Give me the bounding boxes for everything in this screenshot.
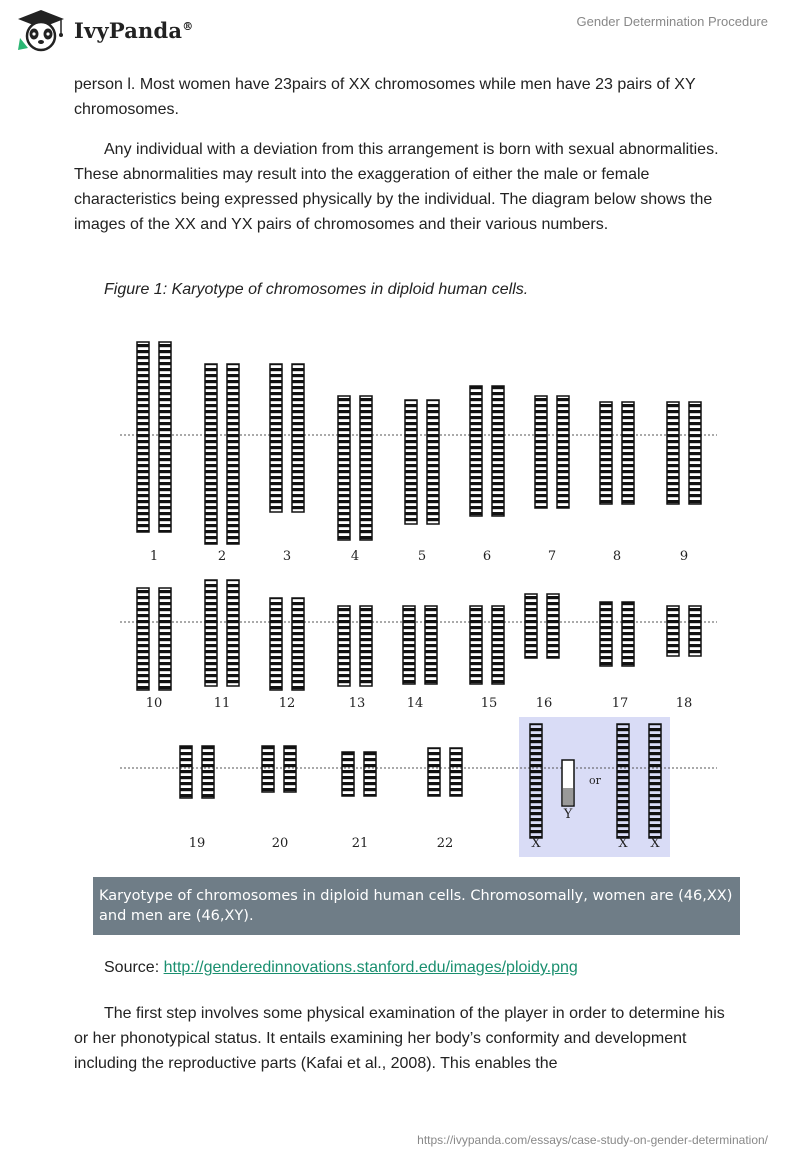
sex-label-x: X <box>531 836 541 851</box>
row-2-labels <box>146 696 693 711</box>
figure-caption: Figure 1: Karyotype of chromosomes in diploid human cells. <box>104 281 529 298</box>
footer-url[interactable]: https://ivypanda.com/essays/case-study-on-gender-determination/ <box>417 1133 768 1147</box>
brand-reg-mark: ® <box>182 19 194 33</box>
chromosome-label: 17 <box>611 696 629 711</box>
panda-graduate-icon <box>14 8 68 52</box>
row-2-chromosomes <box>137 580 701 690</box>
source-line <box>104 959 578 977</box>
chromosome-label: 13 <box>348 696 366 711</box>
chromosome-label: 21 <box>351 836 369 851</box>
chromosome-label: 19 <box>188 836 206 851</box>
chromosome-label: 15 <box>480 696 498 711</box>
sex-label-x2: X <box>650 836 660 851</box>
row-3-labels <box>189 836 454 851</box>
page-header <box>0 0 800 60</box>
chromosome-label: 14 <box>406 696 424 711</box>
chromosome-label: 5 <box>417 549 427 564</box>
chromosome-label: 12 <box>278 696 296 711</box>
chromosome-label: 8 <box>612 549 622 564</box>
chromosome-label: 10 <box>145 696 163 711</box>
chromosome-label: 11 <box>213 696 231 711</box>
sex-label-y: Y <box>563 807 573 822</box>
sex-label-or: or <box>589 774 601 787</box>
source-link[interactable]: http://genderedinnovations.stanford.edu/images/ploidy.png <box>163 959 578 976</box>
chromosome-label: 1 <box>149 549 159 564</box>
sex-label-x1: X <box>618 836 628 851</box>
chromosome-label: 16 <box>535 696 553 711</box>
chromosome-label: 4 <box>350 549 360 564</box>
paragraph-1: person l. Most women have 23pairs of XX chromosomes while men have 23 pairs of XY chromosomes. <box>74 76 696 118</box>
chromosome-label: 7 <box>547 549 557 564</box>
paragraph-2: Any individual with a deviation from this arrangement is born with sexual abnormalities. These abnormalities may result into the exaggeration of either the male or female characteristics being expressed physically by the individual. The diagram below shows the images of the XX and YX pairs of chromosomes and their various numbers. <box>74 141 719 233</box>
row-3-chromosomes <box>180 746 462 798</box>
chromosome-label: 18 <box>675 696 693 711</box>
document-title: Gender Determination Procedure <box>576 14 768 29</box>
paragraph-3: The first step involves some physical examination of the player in order to determine his or her phonotypical status. It entails examining her body’s conformity and development including the reproductive parts (Kafai et al., 2008). This enables the <box>74 1005 725 1072</box>
chromosome-label: 3 <box>282 549 292 564</box>
chromosome-label: 22 <box>436 836 454 851</box>
karyotype-image <box>92 320 742 865</box>
row-1-labels <box>150 549 688 564</box>
brand-logo[interactable] <box>14 8 193 52</box>
chromosome-label: 6 <box>482 549 492 564</box>
chromosome-label: 9 <box>679 549 689 564</box>
chromosome-label: 20 <box>271 836 289 851</box>
chromosome-label: 2 <box>217 549 227 564</box>
source-label: Source: <box>104 959 164 976</box>
row-1-chromosomes <box>137 342 701 544</box>
image-caption-bar: Karyotype of chromosomes in diploid human cells. Chromosomally, women are (46,XX) and men are (46,XY). <box>93 877 740 935</box>
brand-name: IvyPanda <box>74 17 183 43</box>
